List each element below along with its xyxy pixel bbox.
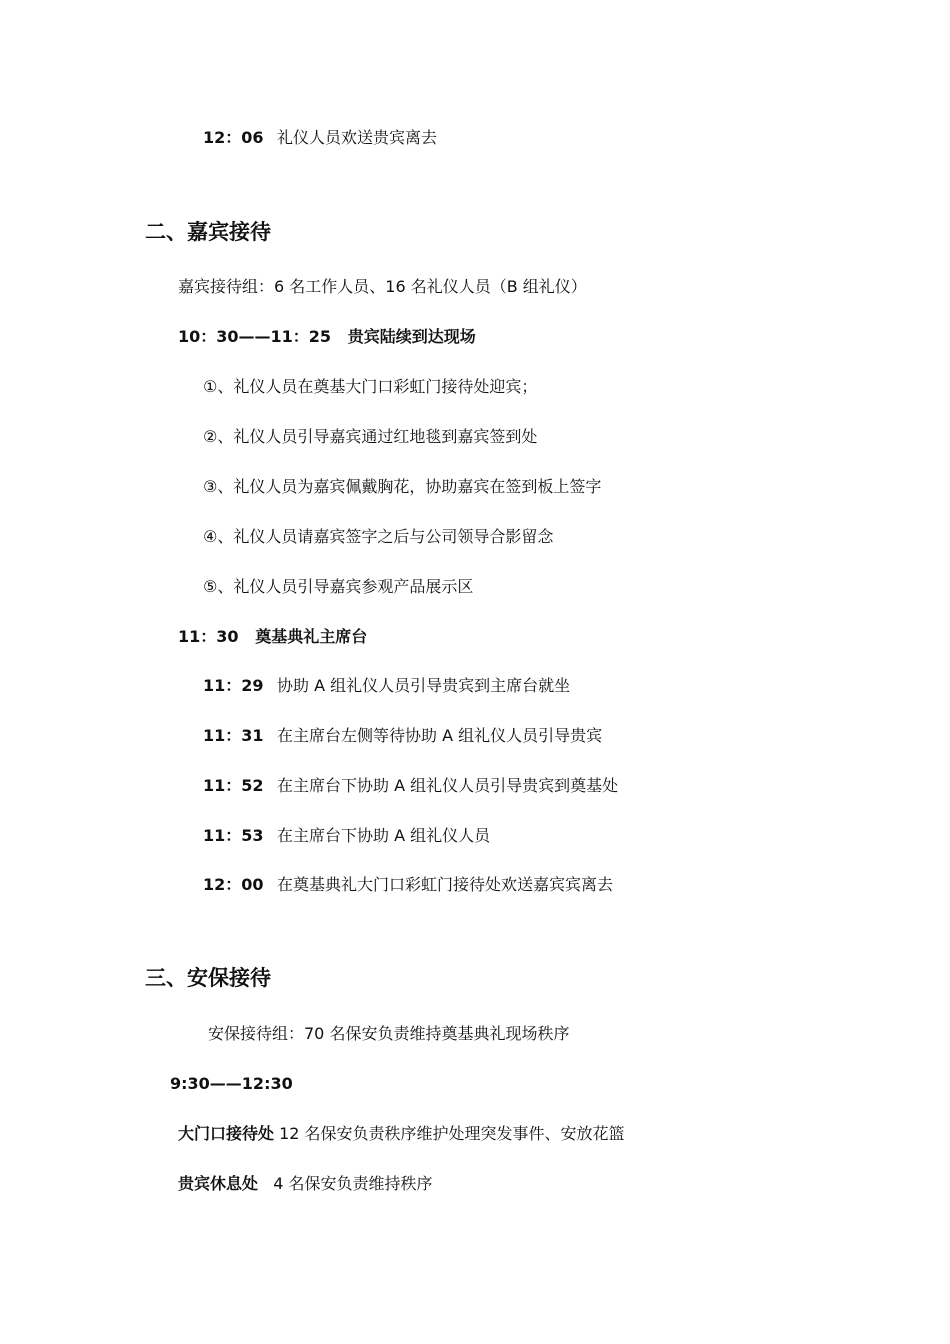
security-post [178, 1123, 625, 1145]
time-label: 11：29 [203, 676, 264, 695]
period-title: 贵宾陆续到达现场 [347, 327, 476, 346]
post-text: 4 名保安负责维持秩序 [273, 1174, 433, 1193]
step-item: ③、礼仪人员为嘉宾佩戴胸花，协助嘉宾在签到板上签字 [203, 477, 602, 496]
section-heading-guest-reception: 二、嘉宾接待 [145, 220, 271, 244]
time-label: 11：52 [203, 776, 264, 795]
period-main-stage [178, 626, 367, 648]
period-title: 奠基典礼主席台 [255, 627, 368, 646]
security-post [178, 1173, 433, 1195]
step-item: ④、礼仪人员请嘉宾签字之后与公司领导合影留念 [203, 527, 554, 546]
guest-group-description: 嘉宾接待组：6 名工作人员、16 名礼仪人员（B 组礼仪） [178, 277, 587, 296]
period-security: 9:30——12:30 [170, 1074, 293, 1093]
period-arrival [178, 326, 476, 348]
post-text: 12 名保安负责秩序维护处理突发事件、安放花篮 [279, 1124, 625, 1143]
schedule-line [203, 675, 570, 697]
schedule-line [203, 825, 490, 847]
post-place: 贵宾休息处 [178, 1174, 259, 1193]
schedule-line-top [203, 127, 437, 149]
schedule-text: 在主席台下协助 A 组礼仪人员 [277, 826, 491, 845]
security-group-description: 安保接待组：70 名保安负责维持奠基典礼现场秩序 [208, 1024, 570, 1043]
section-heading-security: 三、安保接待 [145, 966, 271, 990]
schedule-text: 在奠基典礼大门口彩虹门接待处欢送嘉宾宾离去 [277, 875, 614, 894]
step-item: ①、礼仪人员在奠基大门口彩虹门接待处迎宾； [203, 377, 538, 396]
time-label: 12：00 [203, 875, 264, 894]
schedule-line [203, 874, 613, 896]
schedule-text: 礼仪人员欢送贵宾离去 [277, 128, 438, 147]
period-time: 11：30 [178, 627, 239, 646]
schedule-text: 协助 A 组礼仪人员引导贵宾到主席台就坐 [277, 676, 571, 695]
schedule-text: 在主席台左侧等待协助 A 组礼仪人员引导贵宾 [277, 726, 603, 745]
time-label: 11：53 [203, 826, 264, 845]
schedule-line [203, 775, 618, 797]
step-item: ②、礼仪人员引导嘉宾通过红地毯到嘉宾签到处 [203, 427, 538, 446]
post-place: 大门口接待处 [178, 1124, 275, 1143]
step-item: ⑤、礼仪人员引导嘉宾参观产品展示区 [203, 577, 474, 596]
schedule-line [203, 725, 602, 747]
period-time: 10：30——11：25 [178, 327, 332, 346]
time-label: 12：06 [203, 128, 264, 147]
schedule-text: 在主席台下协助 A 组礼仪人员引导贵宾到奠基处 [277, 776, 619, 795]
time-label: 11：31 [203, 726, 264, 745]
